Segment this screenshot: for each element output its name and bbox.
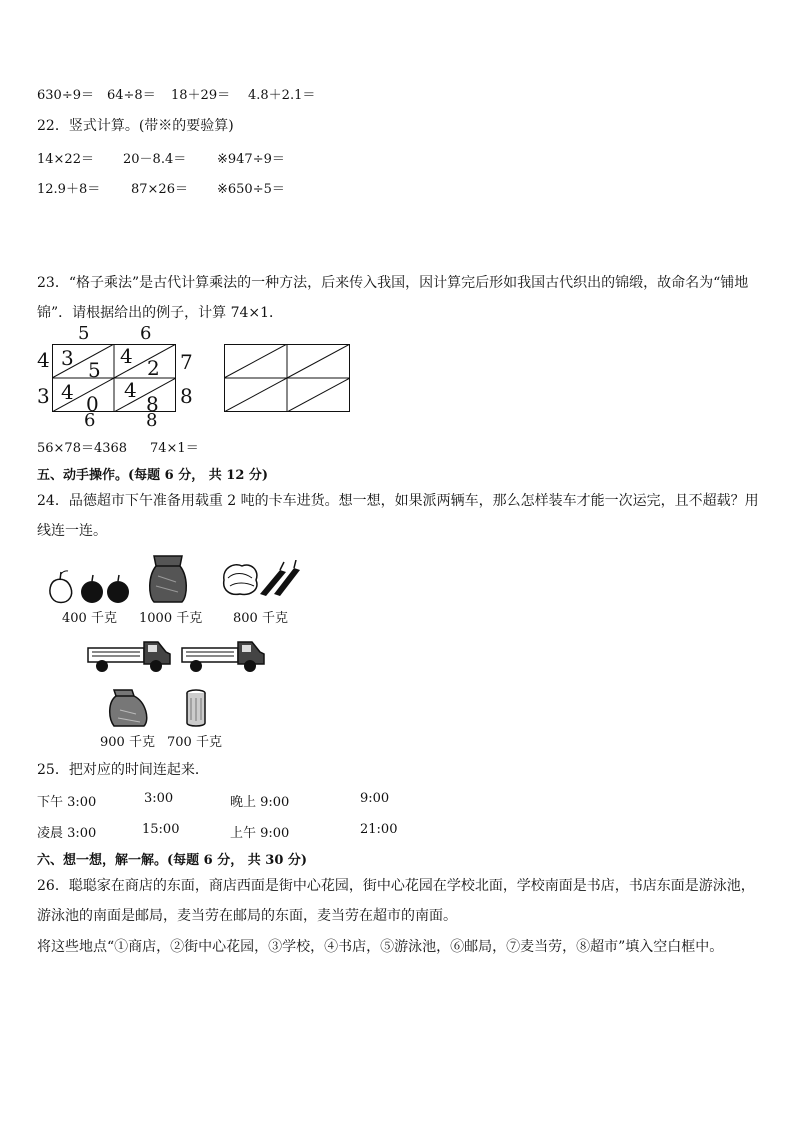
lattice-blank-grid [224,344,350,412]
q21-expr-1: 630÷9＝ [37,88,94,103]
q23-answer-equation: 74×1＝ [150,441,199,456]
lattice-cell-tens: 4 [120,344,133,368]
time-label: 晚上 9:00 [230,795,290,810]
section-5-heading: 五、动手操作。(每题 6 分， 共 12 分) [37,468,269,483]
q26-text-line3: 将这些地点“①商店，②街中心花园，③学校，④书店，⑤游泳池，⑥邮局，⑦麦当劳，⑧超市”填入空白框中。 [37,939,724,955]
can-icon [184,688,208,728]
bag-icon [106,686,152,728]
q22-title: 22．竖式计算。(带※的要验算) [37,118,234,134]
q26-text-line1: 26．聪聪家在商店的东面，商店西面是街中心花园，街中心花园在学校北面，学校南面是书店，书店东面是游泳池， [37,878,755,894]
goods-weight-label: 900 千克 [100,735,155,750]
q23-example-equation: 56×78＝4368 [37,441,128,456]
goods-weight-label: 400 千克 [62,611,117,626]
lattice-cell-ones: 0 [86,392,99,416]
q21-expr-3: 18＋29＝ [171,88,231,103]
q26-text-line2: 游泳池的南面是邮局，麦当劳在邮局的东面，麦当劳在超市的南面。 [37,908,457,924]
fruit-icon [46,566,136,606]
lattice-bottom-digit: 6 [84,410,96,431]
rice-sack-icon [146,552,190,604]
q24-text-line1: 24．品德超市下午准备用载重 2 吨的卡车进货。想一想，如果派两辆车，那么怎样装车才能一次运完，且不超载？用 [37,493,759,509]
q23-text-line1: 23．“格子乘法”是古代计算乘法的一种方法，后来传入我国，因计算完后形如我国古代织出的锦缎，故命名为“铺地 [37,275,749,291]
q22-expr: 14×22＝ [37,152,94,167]
time-label: 凌晨 3:00 [37,826,97,841]
lattice-cell-tens: 4 [61,380,74,404]
time-label: 3:00 [144,791,174,806]
lattice-right-digit: 8 [180,384,193,408]
lattice-right-digit: 7 [180,350,193,374]
lattice-cell-ones: 5 [88,358,101,382]
q25-title: 25．把对应的时间连起来． [37,762,209,778]
q24-text-line2: 线连一连。 [37,523,107,539]
time-label: 15:00 [142,822,180,837]
lattice-bottom-digit: 8 [146,410,158,431]
lattice-cell-tens: 4 [124,378,137,402]
time-label: 上午 9:00 [230,826,290,841]
q22-expr: 87×26＝ [131,182,188,197]
goods-weight-label: 800 千克 [233,611,288,626]
q22-expr: ※947÷9＝ [217,152,285,167]
time-label: 9:00 [360,791,390,806]
time-label: 下午 3:00 [37,795,97,810]
lattice-left-digit: 3 [37,384,50,408]
q22-expr: ※650÷5＝ [217,182,285,197]
lattice-cell-tens: 3 [61,346,74,370]
goods-weight-label: 1000 千克 [139,611,203,626]
section-6-heading: 六、想一想，解一解。(每题 6 分， 共 30 分) [37,853,308,868]
vegetables-icon [220,560,302,598]
lattice-left-digit: 4 [37,348,50,372]
lattice-top-digit: 6 [140,323,152,344]
q23-text-line2: 锦”．请根据给出的例子，计算 74×1． [37,305,284,321]
truck-icon [86,636,174,674]
lattice-cell-ones: 2 [147,356,160,380]
q22-expr: 20－8.4＝ [123,152,187,167]
goods-weight-label: 700 千克 [167,735,222,750]
truck-icon [180,636,268,674]
time-label: 21:00 [360,822,398,837]
q21-expr-2: 64÷8＝ [107,88,156,103]
q22-expr: 12.9＋8＝ [37,182,101,197]
lattice-top-digit: 5 [78,323,90,344]
lattice-cell-ones: 8 [146,392,159,416]
q21-expr-4: 4.8＋2.1＝ [248,88,316,103]
